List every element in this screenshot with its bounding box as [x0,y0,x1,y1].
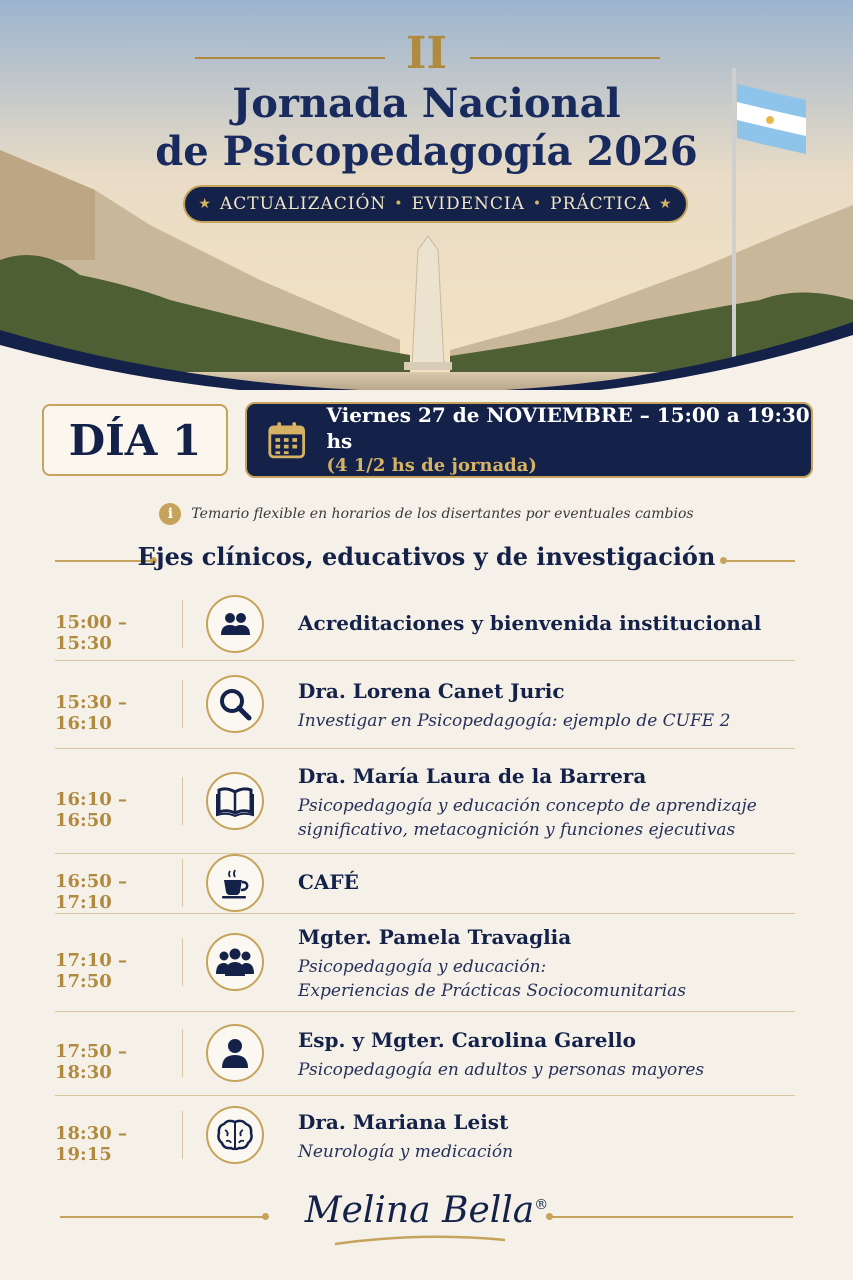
talk-topic: Psicopedagogía en adultos y personas mayores [298,1060,705,1080]
speaker-name: Dra. María Laura de la Barrera [298,764,647,788]
calendar-icon [267,419,306,461]
bullet-icon: • [532,196,543,212]
schedule-row [55,588,795,660]
event-title-line2: de Psicopedagogía 2026 [155,128,698,175]
row-divider-vertical [182,600,183,648]
time-slot: 16:50 – 17:10 [55,871,128,913]
theme-2: EVIDENCIA [411,194,525,214]
book-icon [206,772,264,830]
hero-illustration [0,0,853,390]
row-divider-vertical [182,777,183,825]
edition-number: II [405,28,448,79]
schedule-note [0,503,853,525]
magnifier-icon [206,675,264,733]
schedule-row [55,913,795,1011]
row-divider-vertical [182,680,183,728]
time-slot: 18:30 – 19:15 [55,1123,128,1165]
speaker-name: Acreditaciones y bienvenida institucional [298,611,762,635]
time-slot: 15:30 – 16:10 [55,692,128,734]
event-title-line1: Jornada Nacional [232,80,621,127]
theme-1: ACTUALIZACIÓN [219,194,387,214]
speaker-name: CAFÉ [298,870,359,894]
signature-logo [0,1190,853,1231]
schedule-row [55,1011,795,1095]
row-divider-vertical [182,1029,183,1077]
date-panel [245,402,813,478]
bullet-icon: • [394,196,404,212]
day-label: DÍA 1 [42,404,228,476]
schedule-row [55,660,795,748]
group-icon [206,933,264,991]
talk-topic: Psicopedagogía y educación: [298,957,547,977]
time-slot: 17:50 – 18:30 [55,1041,128,1083]
signature-text: Melina Bella [304,1190,535,1231]
row-divider-vertical [182,859,183,907]
note-text: Temario flexible en horarios de los disertantes por eventuales cambios [191,506,694,522]
brain-icon [206,1106,264,1164]
signature-underline [330,1232,510,1248]
talk-topic: Investigar en Psicopedagogía: ejemplo de CUFE 2 [298,711,731,731]
person-icon [206,1024,264,1082]
star-icon: ★ [198,196,212,212]
theme-banner [183,185,688,223]
duration-line: (4 1/2 hs de jornada) [326,455,537,476]
speaker-name: Esp. y Mgter. Carolina Garello [298,1028,636,1052]
date-line: Viernes 27 de NOVIEMBRE – 15:00 a 19:30 hs [326,403,810,453]
speaker-name: Mgter. Pamela Travaglia [298,925,572,949]
row-divider-vertical [182,1111,183,1159]
talk-topic: Experiencias de Prácticas Sociocomunitarias [298,981,687,1001]
time-slot: 15:00 – 15:30 [55,612,128,654]
coffee-icon [206,854,264,912]
talk-topic: Psicopedagogía y educación concepto de aprendizaje [298,796,757,816]
time-slot: 16:10 – 16:50 [55,789,128,831]
speaker-name: Dra. Mariana Leist [298,1110,509,1134]
star-icon: ★ [659,196,673,212]
talk-topic: significativo, metacognición y funciones ejecutivas [298,820,736,840]
theme-3: PRÁCTICA [550,194,652,214]
section-title: Ejes clínicos, educativos y de investigación [137,542,716,571]
talk-topic: Neurología y medicación [298,1142,514,1162]
schedule-row [55,1095,795,1175]
schedule-row [55,853,795,913]
date-text [326,402,811,478]
info-icon: i [159,503,181,525]
time-slot: 17:10 – 17:50 [55,950,128,992]
speaker-name: Dra. Lorena Canet Juric [298,679,565,703]
registered-mark: ® [534,1197,549,1213]
row-divider-vertical [182,938,183,986]
people-icon [206,595,264,653]
schedule-row [55,748,795,853]
event-title [0,80,853,176]
